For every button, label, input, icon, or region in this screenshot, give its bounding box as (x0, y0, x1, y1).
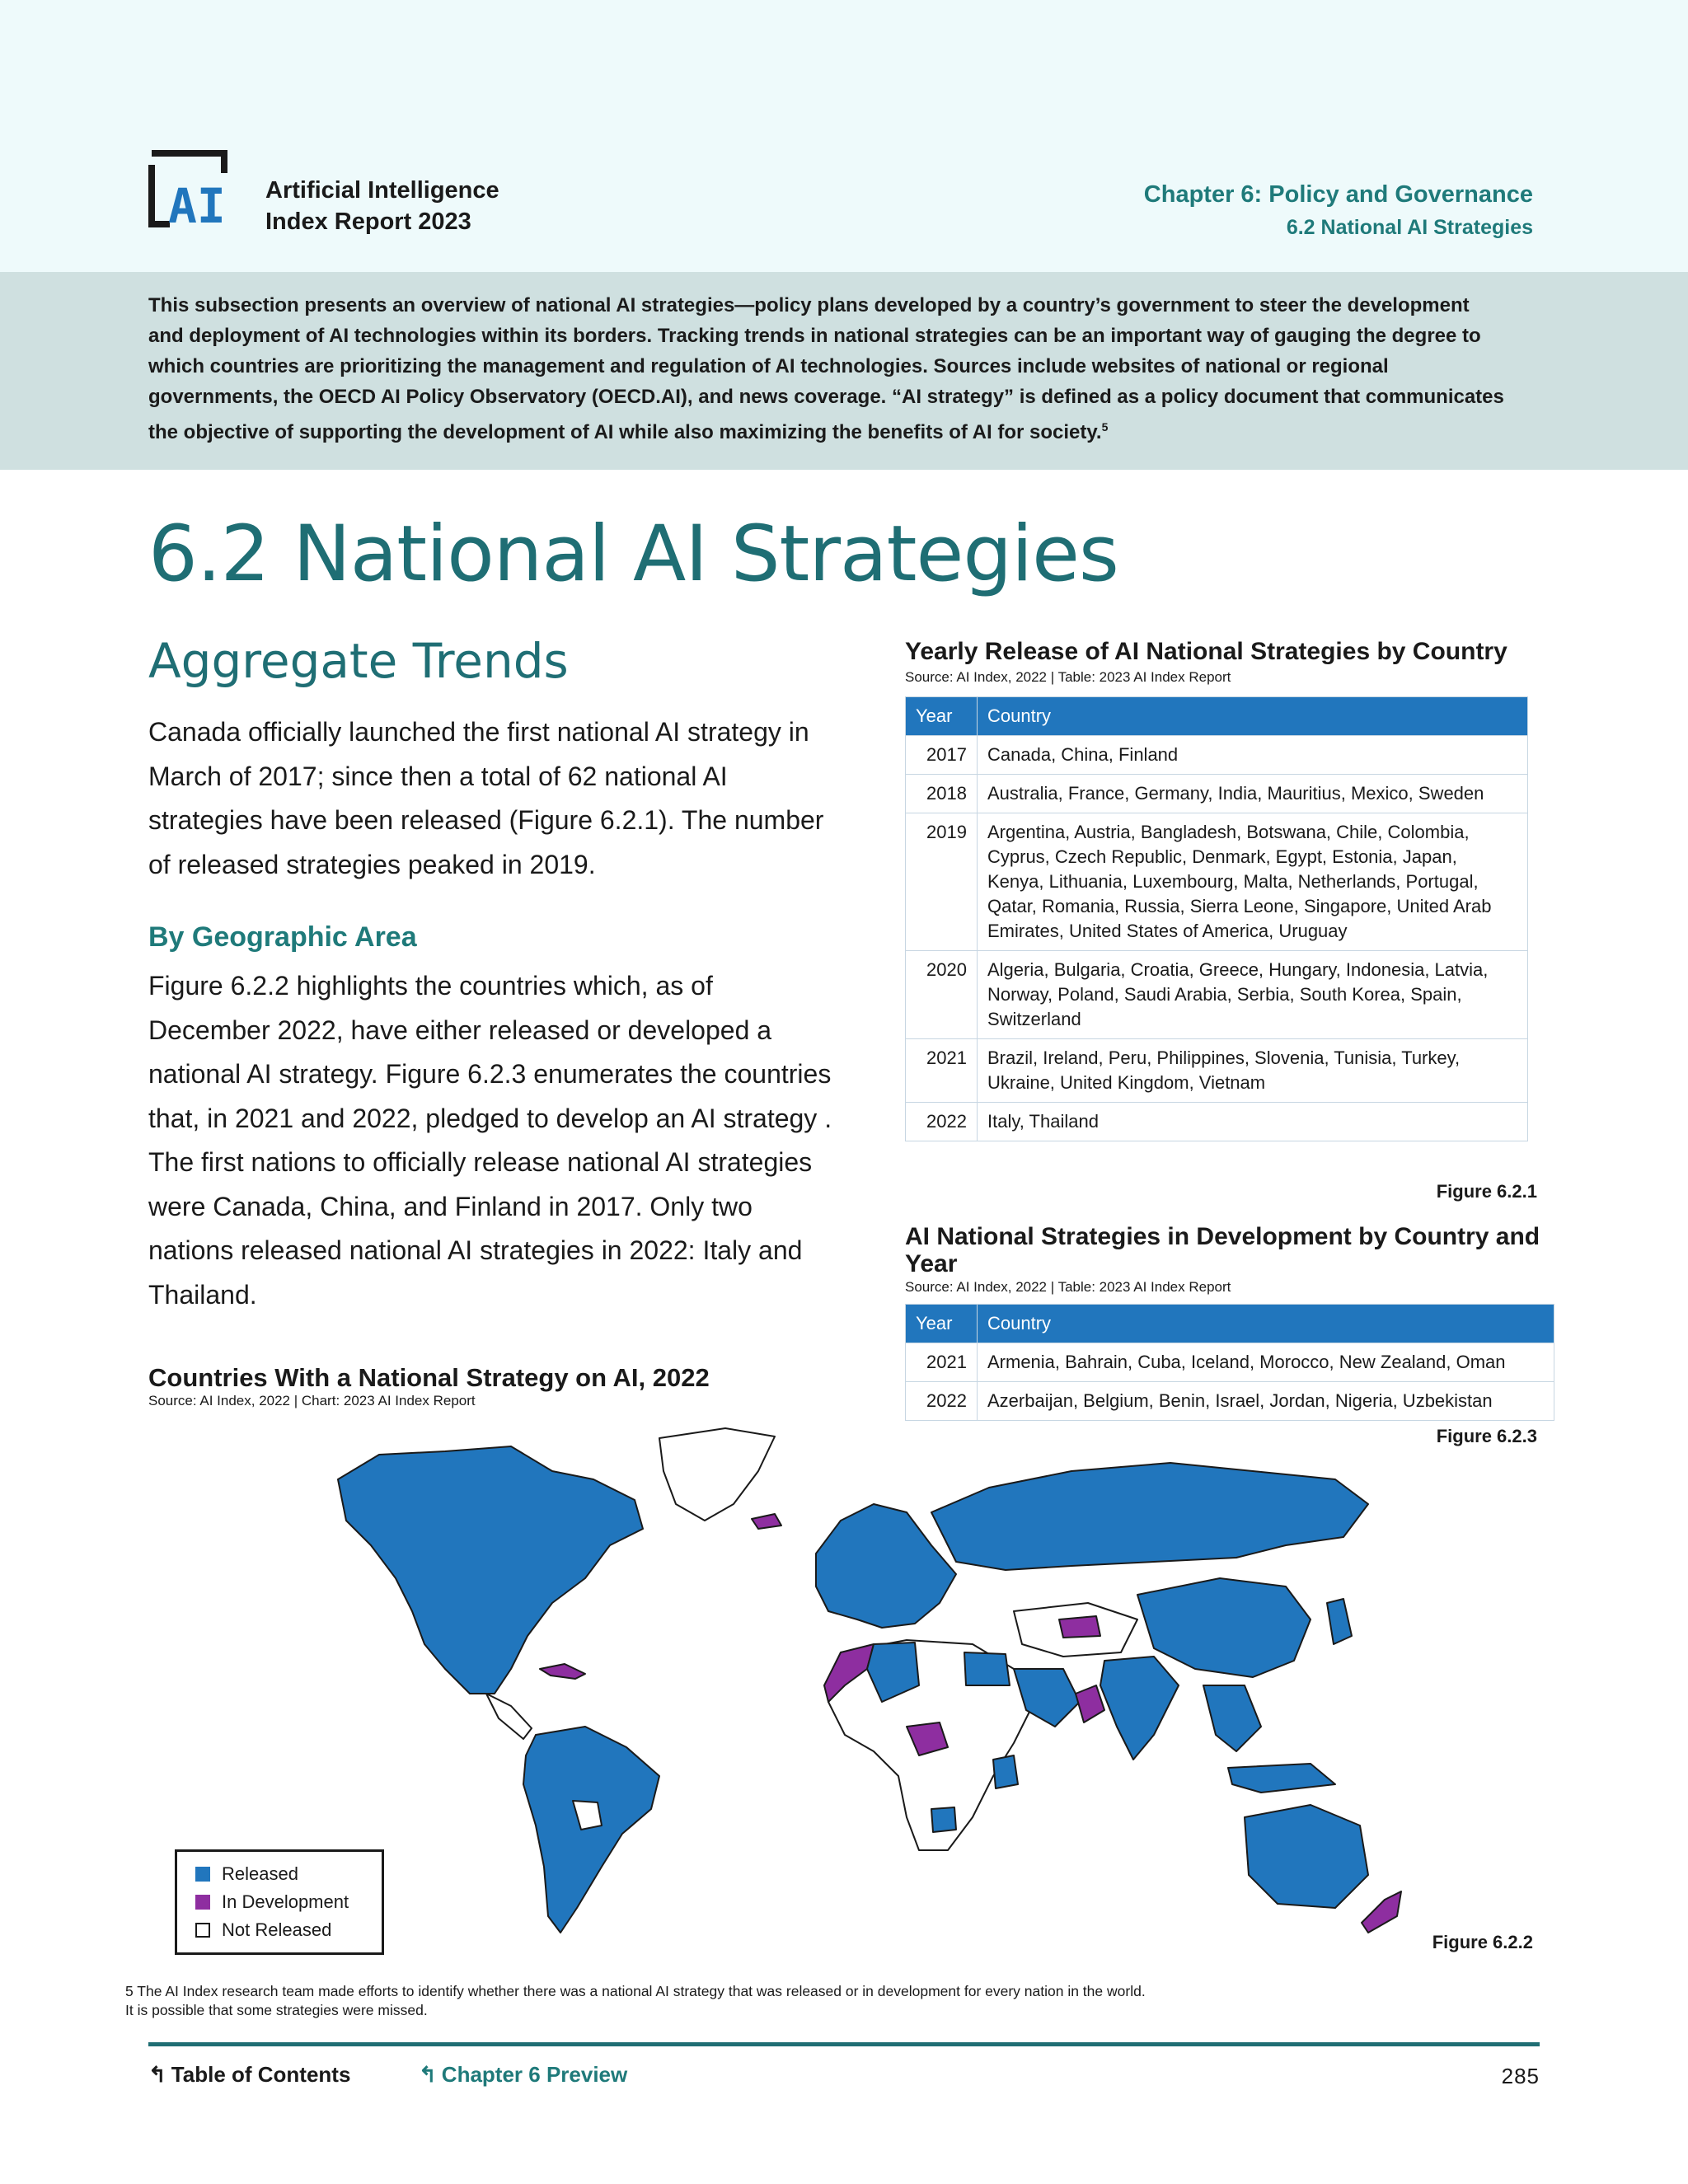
countries-cell: Argentina, Austria, Bangladesh, Botswana, Chile, Colombia, Cyprus, Czech Republic, Denmark, Egypt, Estonia, Japan, Kenya, Lithuania, Luxembourg, Malta, Netherlands, Portugal, Qatar, Romania, Russia, Sierra Leone, Singapore, United Arab Emirates, United States of America, Uruguay (978, 813, 1528, 951)
year-cell: 2018 (906, 775, 978, 813)
report-title-line1: Artificial Intelligence (265, 177, 499, 204)
map-region-japan (1327, 1599, 1352, 1644)
table-row (906, 1039, 1528, 1103)
aggregate-heading: Aggregate Trends (148, 633, 569, 689)
legend-item-not-released (195, 1919, 331, 1941)
intro-paragraph (148, 290, 1508, 448)
footer-rule (148, 2042, 1540, 2046)
countries-cell: Armenia, Bahrain, Cuba, Iceland, Morocco, New Zealand, Oman (978, 1343, 1554, 1382)
map-region-oman (1076, 1685, 1104, 1722)
countries-cell: Canada, China, Finland (978, 736, 1528, 775)
ai-index-logo (148, 148, 236, 227)
geo-body: Figure 6.2.2 highlights the countries which, as of December 2022, have either released or developed a national AI strategy. Figure 6.2.3 enumerates the countries that, in 2021 and 2022, pledged to develop an AI strategy . The first nations to officially release national AI strategies were Canada, China, and Finland in 2017. Only two nations released national AI strategies in 2022: Italy and Thailand. (148, 971, 832, 1310)
map-region-kenya (993, 1755, 1018, 1788)
map-region-indonesia (1228, 1764, 1335, 1793)
page-number: 285 (1501, 2064, 1540, 2088)
footnote-line2: It is possible that some strategies were missed. (125, 2002, 428, 2018)
map-region-north-america (338, 1446, 643, 1694)
footnote (125, 1982, 1526, 2020)
not-released-swatch (195, 1923, 210, 1938)
legend-item-in-development (195, 1891, 349, 1913)
map-region-egypt (964, 1652, 1010, 1685)
table-row (906, 951, 1528, 1039)
return-arrow-icon: ↰ (419, 2062, 437, 2087)
released-strategies-table (905, 696, 1528, 1141)
legend-item-released (195, 1863, 298, 1885)
map-region-iceland (752, 1514, 781, 1529)
report-title (265, 175, 499, 237)
map-region-greenland (659, 1428, 775, 1521)
table1-title: Yearly Release of AI National Strategies by Country (905, 638, 1507, 665)
countries-cell: Australia, France, Germany, India, Mauritius, Mexico, Sweden (978, 775, 1528, 813)
table-row (906, 775, 1528, 813)
table-header-row (906, 697, 1528, 736)
logo-text: AI (168, 178, 226, 227)
map-region-india (1100, 1657, 1179, 1760)
chapter-title: Chapter 6: Policy and Governance (1143, 181, 1533, 208)
map-region-uzbekistan (1059, 1616, 1100, 1638)
year-cell: 2021 (906, 1039, 978, 1103)
table-header-row (906, 1305, 1554, 1343)
year-header: Year (906, 1305, 978, 1343)
map-region-cuba (540, 1664, 585, 1679)
intro-text: This subsection presents an overview of national AI strategies—policy plans developed by a country’s government to steer the development and deployment of AI technologies within its borders. Tracking trends in national strategies can be an important way of gauging the degree to which countries are prioritizing the management and regulation of AI technologies. Sources include websites of national or regional governments, the OECD AI Policy Observatory (OECD.AI), and news coverage. “AI strategy” is defined as a policy document that communicates the objective of supporting the development of AI while also maximizing the benefits of AI for society. (148, 294, 1504, 443)
legend-label: In Development (222, 1891, 349, 1912)
map-region-south-america (523, 1727, 659, 1933)
countries-cell: Azerbaijan, Belgium, Benin, Israel, Jordan, Nigeria, Uzbekistan (978, 1382, 1554, 1421)
in-development-swatch (195, 1895, 210, 1910)
map-region-new-zealand (1362, 1891, 1401, 1933)
section-title: 6.2 National AI Strategies (1286, 216, 1533, 239)
map-source: Source: AI Index, 2022 | Chart: 2023 AI Index Report (148, 1393, 476, 1408)
table-row (906, 1343, 1554, 1382)
aggregate-body: Canada officially launched the first national AI strategy in March of 2017; since then a total of 62 national AI strategies have been released (Figure 6.2.1). The number of released strategies peaked in 2019. (148, 717, 824, 879)
table1-source: Source: AI Index, 2022 | Table: 2023 AI Index Report (905, 669, 1231, 685)
countries-cell: Algeria, Bulgaria, Croatia, Greece, Hungary, Indonesia, Latvia, Norway, Poland, Saudi Arabia, Serbia, South Korea, Spain, Switzerland (978, 951, 1528, 1039)
map-region-australia (1245, 1805, 1368, 1908)
table2-source: Source: AI Index, 2022 | Table: 2023 AI Index Report (905, 1279, 1231, 1295)
countries-cell: Brazil, Ireland, Peru, Philippines, Slovenia, Tunisia, Turkey, Ukraine, United Kingdom, Vietnam (978, 1039, 1528, 1103)
released-swatch (195, 1867, 210, 1882)
map-region-central-america (486, 1694, 532, 1739)
year-header: Year (906, 697, 978, 736)
footnote-ref: 5 (1101, 420, 1109, 434)
return-arrow-icon: ↰ (148, 2062, 166, 2087)
table-row (906, 1382, 1554, 1421)
figure-label: Figure 6.2.3 (1436, 1426, 1537, 1446)
year-cell: 2020 (906, 951, 978, 1039)
countries-cell: Italy, Thailand (978, 1103, 1528, 1141)
year-cell: 2022 (906, 1103, 978, 1141)
year-cell: 2017 (906, 736, 978, 775)
map-region-china (1137, 1578, 1311, 1677)
world-map (247, 1422, 1648, 1949)
legend-label: Not Released (222, 1919, 332, 1940)
country-header: Country (978, 1305, 1554, 1343)
map-region-botswana (931, 1807, 956, 1832)
map-region-europe (816, 1504, 956, 1628)
figure-label: Figure 6.2.2 (1432, 1932, 1533, 1952)
table-row (906, 813, 1528, 951)
report-title-line2: Index Report 2023 (265, 209, 471, 235)
map-title: Countries With a National Strategy on AI, 2022 (148, 1363, 710, 1392)
page-title: 6.2 National AI Strategies (148, 509, 1118, 599)
chapter-preview-link[interactable] (419, 2062, 627, 2088)
table-row (906, 736, 1528, 775)
map-legend (175, 1849, 384, 1955)
table-of-contents-link[interactable] (148, 2062, 350, 2088)
legend-label: Released (222, 1863, 298, 1884)
preview-label: Chapter 6 Preview (441, 2062, 628, 2087)
country-header: Country (978, 697, 1528, 736)
map-region-russia (931, 1463, 1368, 1570)
geo-heading: By Geographic Area (148, 921, 417, 953)
map-region-southeast-asia (1203, 1685, 1261, 1751)
table-row (906, 1103, 1528, 1141)
year-cell: 2019 (906, 813, 978, 951)
table2-title: AI National Strategies in Development by Country and Year (905, 1223, 1540, 1277)
year-cell: 2022 (906, 1382, 978, 1421)
footnote-line1: 5 The AI Index research team made efforts to identify whether there was a national AI strategy that was released or in development for every nation in the world. (125, 1983, 1146, 1999)
in-development-table (905, 1304, 1554, 1421)
figure-label: Figure 6.2.1 (1436, 1181, 1537, 1202)
year-cell: 2021 (906, 1343, 978, 1382)
toc-label: Table of Contents (171, 2062, 351, 2087)
